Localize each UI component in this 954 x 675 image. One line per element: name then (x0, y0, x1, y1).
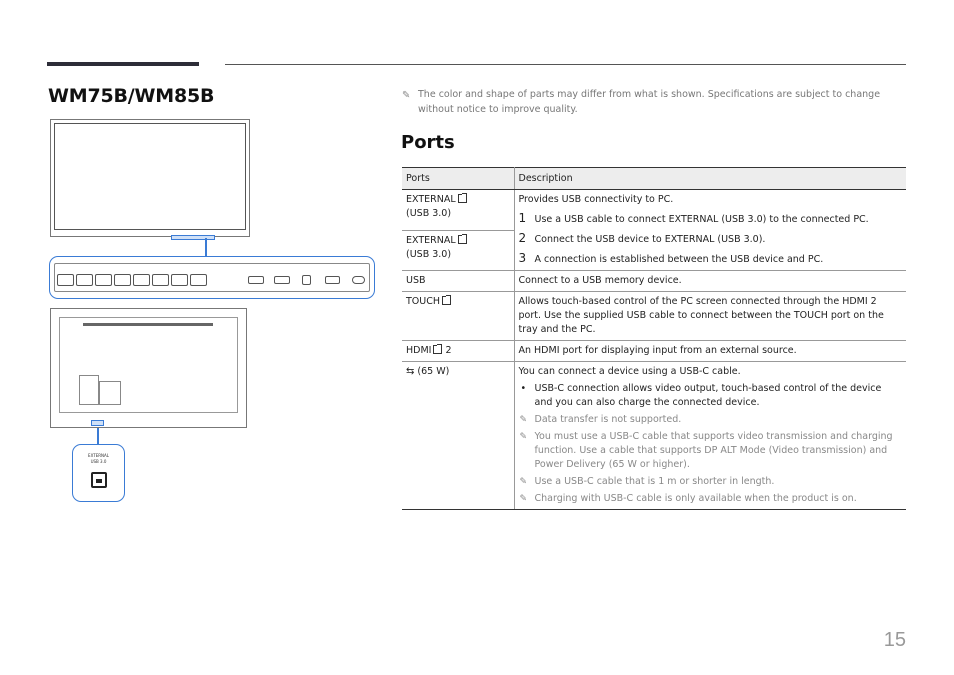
ports-table (402, 167, 906, 510)
back-panel-illustration (50, 308, 247, 428)
port-cell: TOUCH (402, 292, 514, 341)
external-port-callout (72, 444, 125, 502)
strip-button-icon (190, 274, 207, 286)
strip-button-icon (76, 274, 93, 286)
description-cell: Connect to a USB memory device. (514, 271, 906, 292)
pencil-note-icon: ✎ (519, 415, 528, 425)
strip-button-icon (114, 274, 131, 286)
callout-connector (205, 238, 207, 256)
bullet-item: • USB-C connection allows video output, touch-based control of the device and you can also charge the connected device. (519, 382, 903, 410)
pencil-note-icon: ✎ (519, 477, 528, 487)
back-mount-bar (83, 323, 213, 326)
port-strip-callout (49, 256, 375, 299)
table-note: ✎ You must use a USB-C cable that supports video transmission and charging function. Use a cable that supports DP ALT Mode (Video transmission) and Power Delivery (65 W or higher). (519, 431, 893, 470)
strip-button-icon (95, 274, 112, 286)
back-module-box (79, 375, 99, 405)
usb-port-icon (274, 276, 290, 284)
front-tray-highlight (171, 235, 215, 240)
usb-b-port-icon (91, 472, 107, 488)
display-screen (54, 123, 246, 230)
external-link-icon (442, 296, 451, 305)
port-cell: EXTERNAL (USB 3.0) (402, 230, 514, 271)
strip-button-icon (133, 274, 150, 286)
table-row (402, 271, 906, 292)
header-rule-thin (225, 64, 906, 65)
external-link-icon (458, 235, 467, 244)
table-row (402, 341, 906, 362)
section-title: Ports (401, 132, 455, 153)
table-note: ✎ Charging with USB-C cable is only available when the product is on. (519, 493, 857, 504)
table-note: ✎ Use a USB-C cable that is 1 m or shorter in length. (519, 476, 775, 487)
hdmi-port-icon (325, 276, 340, 284)
description-cell: Provides USB connectivity to PC. 1 Use a USB cable to connect EXTERNAL (USB 3.0) to the connected PC. 2 Connect the USB device to EXTERNAL (USB 3.0). 3 A connection is established between the USB device and PC. (514, 190, 906, 271)
usb-c-port-icon (352, 276, 365, 284)
external-link-icon (433, 345, 442, 354)
table-note: ✎ Data transfer is not supported. (519, 414, 682, 425)
strip-button-icon (57, 274, 74, 286)
table-header (402, 168, 906, 190)
model-title: WM75B/WM85B (48, 85, 215, 107)
pencil-note-icon: ✎ (519, 494, 528, 504)
header-ports: Ports (402, 168, 514, 190)
port-cell: USB (402, 271, 514, 292)
page-number: 15 (883, 629, 906, 651)
description-cell: An HDMI port for displaying input from an external source. (514, 341, 906, 362)
header-description: Description (514, 168, 906, 190)
table-row (402, 362, 906, 510)
header-rule-thick (47, 62, 199, 66)
port-cell: EXTERNAL (USB 3.0) (402, 190, 514, 231)
callout-connector (97, 428, 99, 444)
description-cell: You can connect a device using a USB-C cable. • USB-C connection allows video output, touch-based control of the device and you can also charge the connected device. ✎ Data transfer is not supported. ✎ You must use a USB-C cable that supports video transmission and charging function. Use a cable that supports DP ALT Mode (Video transmission) and Power Delivery (65 W or higher). ✎ Use a USB-C cable that is 1 m or shorter in length. ✎ Charging with USB-C cable is only available when the product is on. (514, 362, 906, 510)
pencil-note-icon: ✎ (519, 432, 528, 442)
port-cell: HDMI 2 (402, 341, 514, 362)
usb-c-icon: ⇆ (406, 366, 415, 377)
step-item: 1 Use a USB cable to connect EXTERNAL (USB 3.0) to the connected PC. (518, 211, 869, 225)
port-cell: ⇆ (65 W) (402, 362, 514, 510)
table-row (402, 292, 906, 341)
strip-button-icon (152, 274, 169, 286)
front-panel-illustration (50, 119, 250, 237)
table-row (402, 190, 906, 231)
description-cell: Allows touch-based control of the PC screen connected through the HDMI 2 port. Use the supplied USB cable to connect between the TOUCH port on the tray and the PC. (514, 292, 906, 341)
external-link-icon (458, 194, 467, 203)
disclaimer-note: ✎ The color and shape of parts may differ from what is shown. Specifications are subject to change without notice to improve quality. (402, 89, 881, 115)
touch-port-icon (302, 275, 311, 285)
step-item: 2 Connect the USB device to EXTERNAL (USB 3.0). (518, 231, 766, 245)
external-callout-label: EXTERNAL USB 3.0 (88, 453, 109, 464)
power-button-icon (171, 274, 188, 286)
step-item: 3 A connection is established between the USB device and PC. (518, 251, 824, 265)
back-module-box (99, 381, 121, 405)
pencil-note-icon: ✎ (402, 90, 411, 101)
back-tray-highlight (91, 420, 104, 426)
external-port-icon (248, 276, 264, 284)
